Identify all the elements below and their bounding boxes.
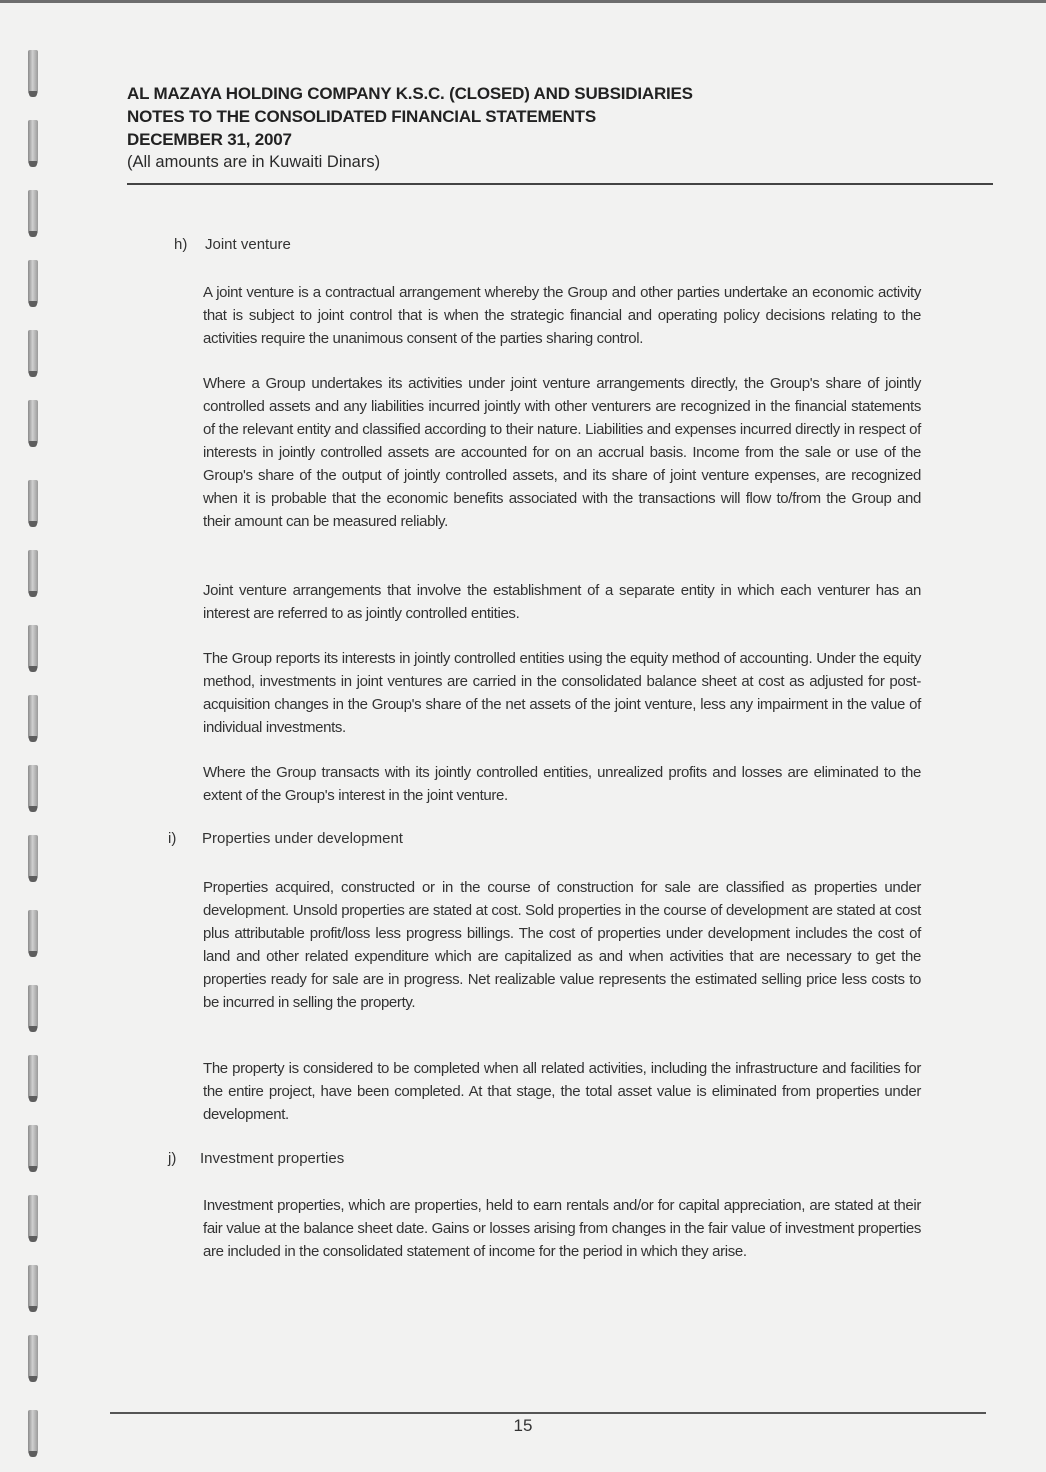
binding-ring [28, 1195, 38, 1239]
paragraph: The Group reports its interests in jointly controlled entities using the equity method of accounting. Under the equity method, investments in joint ventures are carried in the consolidated balance sheet at cost as adjusted for post-acquisition changes in the Group's share of the net assets of the joint venture, less any impairment in the value of individual investments. [203, 650, 921, 736]
paragraph: A joint venture is a contractual arrangement whereby the Group and other parties undertake an economic activity that is subject to joint control that is when the strategic financial and operating policy decisions relating to the activities require the unanimous consent of the parties sharing control. [203, 284, 921, 347]
spiral-binding [24, 50, 44, 1460]
section-letter: j) [168, 1150, 177, 1167]
company-name: AL MAZAYA HOLDING COMPANY K.S.C. (CLOSED) AND SUBSIDIARIES [127, 84, 693, 103]
paragraph: The property is considered to be completed when all related activities, including the infrastructure and facilities for the entire project, have been completed. At that stage, the total asset value is eliminated from properties under development. [203, 1060, 921, 1123]
binding-ring [28, 400, 38, 444]
page-number: 15 [513, 1416, 533, 1435]
binding-ring [28, 120, 38, 164]
binding-ring [28, 50, 38, 94]
binding-ring [28, 1335, 38, 1379]
section-letter: i) [168, 830, 177, 847]
document-title: NOTES TO THE CONSOLIDATED FINANCIAL STATEMENTS [127, 107, 597, 126]
paragraph: Joint venture arrangements that involve the establishment of a separate entity in which each venturer has an interest are referred to as jointly controlled entities. [203, 582, 921, 622]
report-date: DECEMBER 31, 2007 [127, 130, 292, 149]
header-divider [127, 183, 993, 185]
section-title-investment-properties: Investment properties [200, 1150, 345, 1167]
binding-ring [28, 835, 38, 879]
binding-ring [28, 1125, 38, 1169]
binding-ring [28, 695, 38, 739]
top-edge-line [0, 0, 1046, 3]
binding-ring [28, 625, 38, 669]
paragraph: Where the Group transacts with its jointly controlled entities, unrealized profits and losses are eliminated to the extent of the Group's interest in the joint venture. [203, 764, 921, 804]
binding-ring [28, 765, 38, 809]
binding-ring [28, 480, 38, 524]
binding-ring [28, 550, 38, 594]
section-title-joint-venture: Joint venture [205, 236, 291, 253]
binding-ring [28, 910, 38, 954]
section-letter: h) [174, 236, 188, 253]
binding-ring [28, 1265, 38, 1309]
binding-ring [28, 330, 38, 374]
document-header [127, 82, 993, 173]
footer-divider [110, 1412, 986, 1414]
currency-note: (All amounts are in Kuwaiti Dinars) [127, 153, 381, 171]
section-title-properties-under-development: Properties under development [202, 830, 403, 847]
binding-ring [28, 190, 38, 234]
binding-ring [28, 1055, 38, 1099]
paragraph: Properties acquired, constructed or in the course of construction for sale are classified as properties under development. Unsold properties are stated at cost. Sold properties in the course of development are stated at cost plus attributable profit/loss less progress billings. The cost of properties under development includes the cost of land and other related expenditure which are capitalized as and when activities that are necessary to get the properties ready for sale are in progress. Net realizable value represents the estimated selling price less costs to be incurred in selling the property. [203, 879, 921, 1011]
paragraph: Investment properties, which are properties, held to earn rentals and/or for capital appreciation, are stated at their fair value at the balance sheet date. Gains or losses arising from changes in the fair value of investment properties are included in the consolidated statement of income for the period in which they arise. [203, 1197, 921, 1260]
binding-ring [28, 260, 38, 304]
paragraph: Where a Group undertakes its activities under joint venture arrangements directly, the Group's share of jointly controlled assets and any liabilities incurred jointly with other venturers are recognized in the financial statements of the relevant entity and classified according to their nature. Liabilities and expenses incurred directly in respect of interests in jointly controlled assets are accounted for on an accrual basis. Income from the sale or use of the Group's share of the output of jointly controlled assets, and its share of joint venture expenses, are recognized when it is probable that the economic benefits associated with the transactions will flow to/from the Group and their amount can be measured reliably. [203, 375, 921, 530]
binding-ring [28, 985, 38, 1029]
